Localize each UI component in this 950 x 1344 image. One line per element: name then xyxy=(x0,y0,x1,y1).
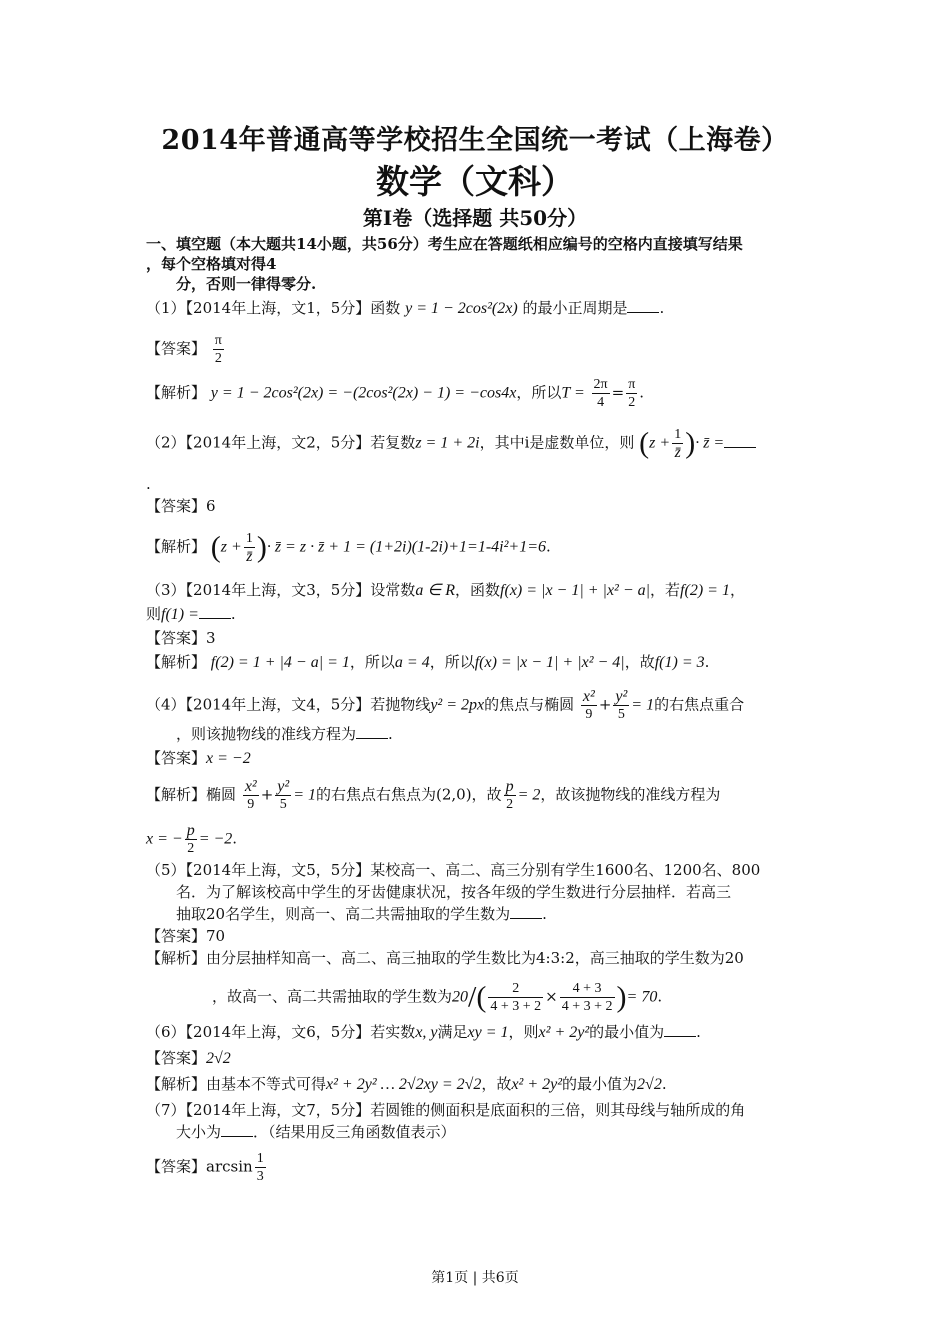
analysis-6: 【解析】由基本不等式可得x² + 2y² … 2√2xy = 2√2，故x² + 2y²的最小值为2√2. xyxy=(146,1075,667,1093)
question-1: （1）【2014年上海，文1，5分】函数 y = 1 − 2cos²(2x) 的最小正周期是 . xyxy=(146,299,665,317)
analysis-1: 【解析】 y = 1 − 2cos²(2x) = −(2cos²(2x) − 1) = −cos4x，所以T = $\frac{2\pi}{4}$ = $\frac{\pi}{2}$ . xyxy=(146,377,645,410)
question-2: （2）【2014年上海，文2，5分】若复数z = 1 + 2i，其中i是虚数单位，则 (z + $\frac{1}{z̄}$ )· z̄ = xyxy=(146,426,756,461)
question-7-line1: （7）【2014年上海，文7，5分】若圆锥的侧面积是底面积的三倍，则其母线与轴所成的角 xyxy=(146,1101,746,1119)
section-title: 第I卷（选择题 共50分） xyxy=(362,206,588,230)
analysis-4: 【解析】椭圆 $\frac{\text{x²}}{9}$ + $\frac{\text{y²}}{5}$ = 1的右焦点右焦点为(2,0)，故 $\frac{p}{2}$ = 2，故该抛物线的准线方程为 xyxy=(146,778,721,812)
answer-blank xyxy=(221,1122,253,1137)
question-7-line2: 大小为 ．（结果用反三角函数值表示） xyxy=(176,1123,456,1141)
answer-7: 【答案】arcsin $\frac{1}{3}$ xyxy=(146,1151,264,1184)
analysis-5-line1: 【解析】由分层抽样知高一、高二、高三抽取的学生数比为4:3:2，高三抽取的学生数为20 xyxy=(146,949,744,967)
question-4: （4）【2014年上海，文4，5分】若抛物线y² = 2px的焦点与椭圆 $\frac{\text{x²}}{9}$ + $\frac{\text{y²}}{5}$ = 1的右焦点重合 xyxy=(146,688,745,722)
instructions-line1: 一、填空题（本大题共14小题，共56分）考生应在答题纸相应编号的空格内直接填写结果 xyxy=(146,235,743,253)
answer-blank xyxy=(724,433,756,448)
analysis-5-line2: ，故高一、高二共需抽取的学生数为20/( $\frac{2}{4 + 3 + 2}$ × $\frac{4 + 3}{4 + 3 + 2}$ )= 70. xyxy=(212,980,663,1014)
answer-3: 【答案】3 xyxy=(146,629,216,647)
exam-title: 2014年普通高等学校招生全国统一考试（上海卷） xyxy=(161,125,789,156)
question-3: （3）【2014年上海，文3，5分】设常数a ∈ R，函数f(x) = |x − 1| + |x² − a|，若f(2) = 1， xyxy=(146,581,745,599)
instructions-line2: ，每个空格填对得4 xyxy=(146,255,277,273)
answer-blank xyxy=(356,724,388,739)
answer-4: 【答案】x = −2 xyxy=(146,749,251,767)
question-5-line2: 名．为了解该校高中学生的牙齿健康状况，按各年级的学生数进行分层抽样．若高三 xyxy=(176,883,732,901)
analysis-3: 【解析】 f(2) = 1 + |4 − a| = 1，所以a = 4，所以f(x) = |x − 1| + |x² − 4|，故f(1) = 3. xyxy=(146,653,710,671)
question-4-line2: ，则该抛物线的准线方程为 . xyxy=(176,725,393,743)
question-5-line1: （5）【2014年上海，文5，5分】某校高一、高二、高三分别有学生1600名、1200名、800 xyxy=(146,861,761,879)
answer-blank xyxy=(199,604,231,619)
analysis-4-line2: x = − $\frac{p}{2}$ = −2. xyxy=(146,822,238,856)
subject-title: 数学（文科） xyxy=(376,162,574,201)
answer-2: 【答案】6 xyxy=(146,497,216,515)
answer-blank xyxy=(627,298,659,313)
answer-blank xyxy=(664,1022,696,1037)
answer-5: 【答案】70 xyxy=(146,927,226,945)
question-2-end: . xyxy=(146,475,151,493)
analysis-2: 【解析】 (z + $\frac{1}{z̄}$ )· z̄ = z · z̄ + 1 = (1+2i)(1-2i)+1=1-4i²+1=6. xyxy=(146,530,551,565)
question-6: （6）【2014年上海，文6，5分】若实数x, y满足xy = 1，则x² + 2y²的最小值为 . xyxy=(146,1023,701,1041)
fraction: $\frac{\pi}{2}$ xyxy=(214,333,222,366)
answer-blank xyxy=(510,904,542,919)
page-footer: 第1页 | 共6页 xyxy=(431,1270,519,1286)
answer-1: 【答案】 $\frac{\pi}{2}$ xyxy=(146,333,222,366)
question-3-line2: 则f(1) = . xyxy=(146,605,236,623)
instructions-line3: 分，否则一律得零分. xyxy=(176,275,317,293)
answer-6: 【答案】2√2 xyxy=(146,1049,231,1067)
question-5-line3: 抽取20名学生，则高一、高二共需抽取的学生数为 . xyxy=(176,905,547,923)
